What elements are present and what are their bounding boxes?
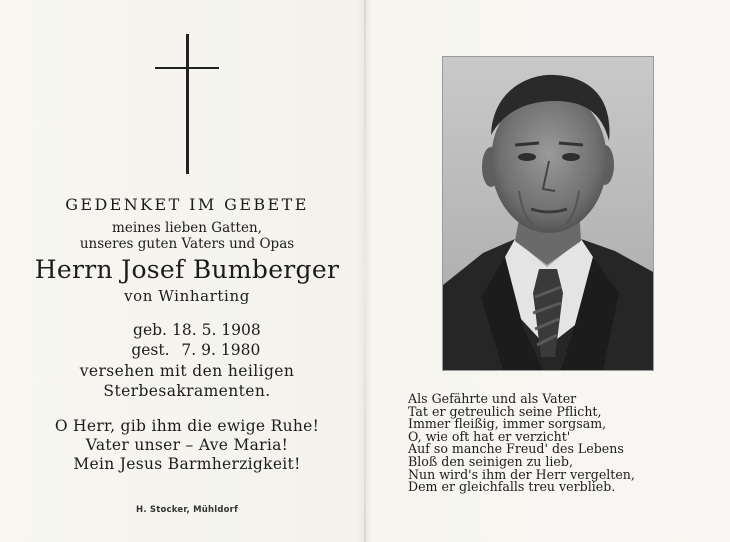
deceased-name: Herrn Josef Bumberger <box>34 255 340 284</box>
birth-date: 18. 5. 1908 <box>172 321 261 339</box>
death-row <box>128 340 261 360</box>
birth-row <box>128 320 261 340</box>
poem <box>408 393 708 494</box>
cross-icon-bar <box>155 67 219 69</box>
sacraments-line-2: Sterbesakramenten. <box>103 382 271 400</box>
origin: von Winharting <box>124 287 250 305</box>
prayer-line-1: O Herr, gib ihm die ewige Ruhe! <box>54 417 320 435</box>
death-date: 7. 9. 1980 <box>181 341 261 359</box>
intro-line-1: meines lieben Gatten, <box>112 220 262 236</box>
printer-credit: H. Stocker, Mühldorf <box>136 505 238 515</box>
poem-line: Bloß den seinigen zu lieb, <box>408 453 573 469</box>
card-fold <box>364 0 366 542</box>
poem-line: Auf so manche Freud' des Lebens <box>408 441 624 457</box>
sacraments-line-1: versehen mit den heiligen <box>79 362 295 380</box>
cross-icon <box>186 34 189 174</box>
poem-line: Nun wird's ihm der Herr vergelten, <box>408 466 635 482</box>
birth-label: geb. <box>133 321 167 339</box>
prayer-line-3: Mein Jesus Barmherzigkeit! <box>73 455 301 473</box>
left-panel <box>20 0 354 542</box>
death-label: gest. <box>131 341 170 359</box>
poem-line: Als Gefährte und als Vater <box>408 391 577 406</box>
portrait-photo <box>443 57 653 370</box>
poem-line: Immer fleißig, immer sorgsam, <box>408 416 607 432</box>
life-dates <box>128 320 261 360</box>
prayer-line-2: Vater unser – Ave Maria! <box>85 436 289 454</box>
poem-line: Tat er getreulich seine Pflicht, <box>408 403 602 419</box>
heading: GEDENKET IM GEBETE <box>65 195 309 214</box>
intro-line-2: unseres guten Vaters und Opas <box>79 236 295 252</box>
poem-line: Dem er gleichfalls treu verblieb. <box>408 479 616 495</box>
poem-line: O, wie oft hat er verzicht' <box>408 428 571 444</box>
